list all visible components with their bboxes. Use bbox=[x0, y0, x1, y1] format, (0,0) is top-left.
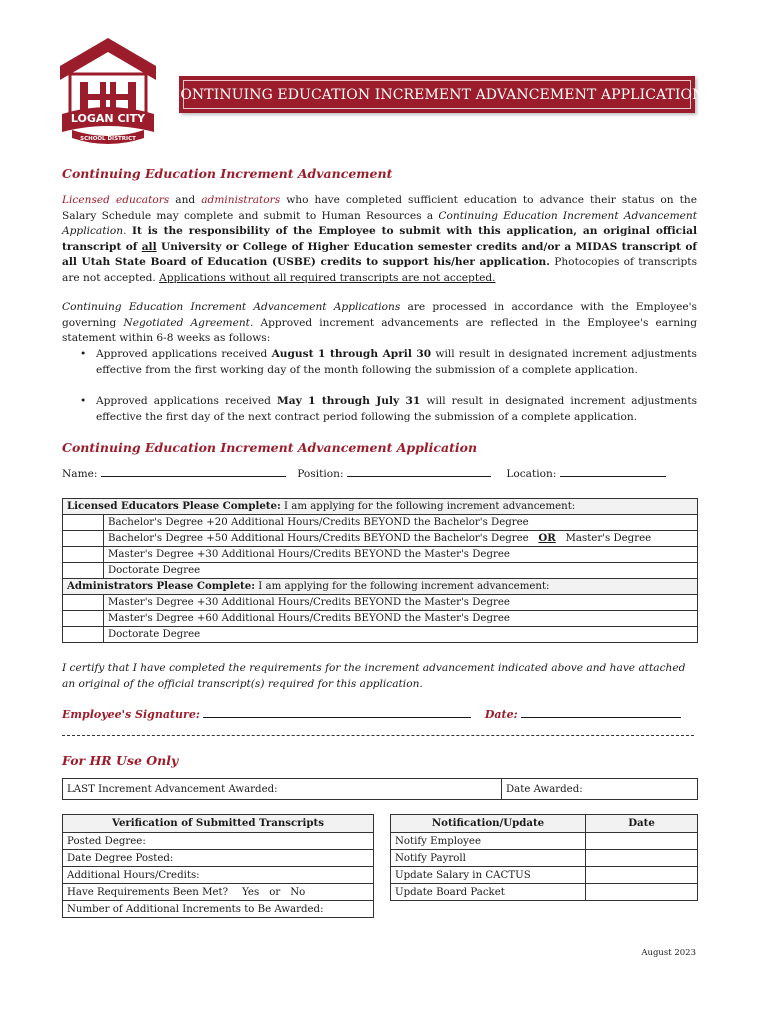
option-row bbox=[63, 547, 698, 563]
text-and: and bbox=[169, 194, 202, 206]
licensed-educators-text: Licensed educators bbox=[62, 194, 170, 206]
notification-row bbox=[391, 884, 698, 901]
application-name: Continuing Education Increment Advancement Application bbox=[62, 209, 697, 237]
date-header: Date bbox=[586, 815, 698, 833]
logan-city-school-district-logo bbox=[58, 36, 158, 152]
option-label: Master's Degree +60 Additional Hours/Credits BEYOND the Master's Degree bbox=[104, 611, 698, 627]
option-row bbox=[63, 563, 698, 579]
admin-bold: Administrators Please Complete: bbox=[67, 580, 255, 592]
additional-hours[interactable]: Additional Hours/Credits: bbox=[63, 867, 374, 884]
or-text: or bbox=[269, 886, 281, 898]
notify-employee-date[interactable] bbox=[586, 833, 698, 850]
required-transcripts-text: Applications without all required transcripts are not accepted. bbox=[159, 271, 496, 284]
verification-row bbox=[63, 884, 374, 901]
option-label: Master's Degree +30 Additional Hours/Credits BEYOND the Master's Degree bbox=[104, 595, 698, 611]
option-row bbox=[63, 531, 698, 547]
name-label: Name: bbox=[62, 468, 98, 480]
verification-header-row bbox=[63, 815, 374, 833]
location-field[interactable] bbox=[560, 466, 666, 477]
licensed-header bbox=[63, 499, 698, 515]
bullet-1-dates: August 1 through April 30 bbox=[271, 348, 432, 360]
signature-field[interactable] bbox=[203, 707, 471, 718]
verification-header: Verification of Submitted Transcripts bbox=[63, 815, 374, 833]
verification-row bbox=[63, 850, 374, 867]
date-label: Date: bbox=[484, 708, 518, 721]
administrators-text: administrators bbox=[201, 194, 281, 206]
position-field[interactable] bbox=[347, 466, 491, 477]
option-label: Bachelor's Degree +20 Additional Hours/Credits BEYOND the Bachelor's Degree bbox=[104, 515, 698, 531]
admin-rest: I am applying for the following increment advancement: bbox=[255, 581, 550, 592]
signature-row bbox=[62, 707, 702, 721]
transcript-text: University or College of Higher Education semester credits and/or a MIDAS transcript of all Utah State Board of Education (USBE) credits to support his/her application. bbox=[62, 240, 697, 268]
posted-degree[interactable]: Posted Degree: bbox=[63, 833, 374, 850]
option-row bbox=[63, 627, 698, 643]
notification-row bbox=[391, 867, 698, 884]
licensed-rest: I am applying for the following increment advancement: bbox=[280, 501, 576, 512]
intro-paragraph-2 bbox=[62, 300, 697, 347]
option-row bbox=[63, 515, 698, 531]
option-text: Bachelor's Degree +50 Additional Hours/Credits BEYOND the Bachelor's Degree bbox=[108, 533, 529, 544]
verification-row bbox=[63, 867, 374, 884]
text: will result in designated increment adjustments effective from the first working day of the month following the submission of a complete application. bbox=[96, 348, 697, 376]
no-option[interactable]: No bbox=[290, 886, 306, 898]
licensed-header-row bbox=[63, 499, 698, 515]
checkbox-cell[interactable] bbox=[63, 611, 104, 627]
logo-line1: LOGAN CITY bbox=[70, 112, 146, 125]
admin-header bbox=[63, 579, 698, 595]
or-text: OR bbox=[538, 532, 556, 544]
bullet-2-dates: May 1 through July 31 bbox=[277, 395, 421, 407]
signature-date-field[interactable] bbox=[521, 707, 681, 718]
logo-line2: SCHOOL DISTRICT bbox=[80, 136, 136, 142]
photocopies-text: Photocopies of transcripts are not accepted. bbox=[62, 256, 698, 284]
checkbox-cell[interactable] bbox=[63, 547, 104, 563]
employee-info-row bbox=[62, 466, 702, 483]
position-label: Position: bbox=[297, 468, 344, 480]
all-text: all bbox=[141, 240, 157, 253]
update-board-packet-date[interactable] bbox=[586, 884, 698, 901]
or-alternative: Master's Degree bbox=[565, 533, 652, 544]
dashed-divider bbox=[62, 735, 694, 736]
notify-payroll-date[interactable] bbox=[586, 850, 698, 867]
notification-table bbox=[390, 814, 698, 901]
date-awarded-cell[interactable]: Date Awarded: bbox=[502, 779, 698, 800]
title-banner bbox=[169, 76, 705, 113]
notification-header-row bbox=[391, 815, 698, 833]
last-awarded-table bbox=[62, 778, 698, 800]
text: will result in designated increment adjustments effective the first day of the next contract period following the submission of a complete application. bbox=[96, 395, 698, 423]
requirements-met[interactable] bbox=[63, 884, 374, 901]
last-awarded-cell[interactable]: LAST Increment Advancement Awarded: bbox=[63, 779, 502, 800]
option-label: Master's Degree +30 Additional Hours/Credits BEYOND the Master's Degree bbox=[104, 547, 698, 563]
update-board-packet: Update Board Packet bbox=[391, 884, 586, 901]
bullet-1 bbox=[80, 347, 697, 378]
admin-header-row bbox=[63, 579, 698, 595]
option-label bbox=[104, 531, 698, 547]
applications-name: Continuing Education Increment Advancement Applications bbox=[62, 301, 401, 313]
checkbox-cell[interactable] bbox=[63, 515, 104, 531]
notify-payroll: Notify Payroll bbox=[391, 850, 586, 867]
checkbox-cell[interactable] bbox=[63, 531, 104, 547]
option-label: Doctorate Degree bbox=[104, 627, 698, 643]
certification-statement: I certify that I have completed the requirements for the increment advancement indicated above and have attached an original of the official transcript(s) required for this application. bbox=[62, 662, 686, 690]
intro-heading: Continuing Education Increment Advancement bbox=[62, 166, 393, 181]
application-heading: Continuing Education Increment Advancement Application bbox=[62, 440, 478, 455]
bullet-icon: • bbox=[80, 395, 87, 407]
location-label: Location: bbox=[506, 468, 557, 480]
text: . bbox=[123, 225, 133, 237]
update-salary: Update Salary in CACTUS bbox=[391, 867, 586, 884]
notification-header: Notification/Update bbox=[391, 815, 586, 833]
notify-employee: Notify Employee bbox=[391, 833, 586, 850]
text: who have completed sufficient education to advance their status on the Salary Schedule may complete and submit to Human Resources a bbox=[62, 194, 698, 222]
bullet-icon: • bbox=[80, 348, 87, 360]
signature-label: Employee's Signature: bbox=[62, 708, 200, 721]
bullet-2 bbox=[80, 394, 697, 425]
checkbox-cell[interactable] bbox=[63, 563, 104, 579]
yes-option[interactable]: Yes bbox=[242, 886, 260, 898]
licensed-bold: Licensed Educators Please Complete: bbox=[67, 500, 281, 512]
checkbox-cell[interactable] bbox=[63, 627, 104, 643]
option-row bbox=[63, 611, 698, 627]
option-label: Doctorate Degree bbox=[104, 563, 698, 579]
verification-row bbox=[63, 901, 374, 918]
footer-date: August 2023 bbox=[641, 948, 696, 958]
text: . Approved increment advancements are reflected in the Employee's earning statement within 6-8 weeks as follows: bbox=[62, 316, 698, 344]
hr-heading: For HR Use Only bbox=[62, 753, 179, 768]
page-title: CONTINUING EDUCATION INCREMENT ADVANCEMENT APPLICATION bbox=[169, 86, 705, 103]
checkbox-cell[interactable] bbox=[63, 595, 104, 611]
requirements-met-label: Have Requirements Been Met? bbox=[67, 886, 229, 898]
notification-row bbox=[391, 833, 698, 850]
name-field[interactable] bbox=[101, 466, 286, 477]
last-awarded-row bbox=[63, 779, 698, 800]
text: Approved applications received bbox=[96, 348, 272, 360]
verification-table bbox=[62, 814, 374, 918]
date-degree-posted[interactable]: Date Degree Posted: bbox=[63, 850, 374, 867]
negotiated-agreement: Negotiated Agreement bbox=[123, 316, 250, 329]
intro-paragraph-1 bbox=[62, 193, 697, 286]
text: Approved applications received bbox=[96, 395, 277, 407]
notification-row bbox=[391, 850, 698, 867]
responsibility-text: It is the responsibility of the Employee to submit with this application, an original official transcript of bbox=[62, 225, 697, 253]
verification-row bbox=[63, 833, 374, 850]
option-row bbox=[63, 595, 698, 611]
increment-selection-table bbox=[62, 498, 698, 643]
text: are processed in accordance with the Employee's governing bbox=[62, 301, 697, 329]
additional-increments[interactable]: Number of Additional Increments to Be Awarded: bbox=[63, 901, 374, 918]
update-salary-date[interactable] bbox=[586, 867, 698, 884]
